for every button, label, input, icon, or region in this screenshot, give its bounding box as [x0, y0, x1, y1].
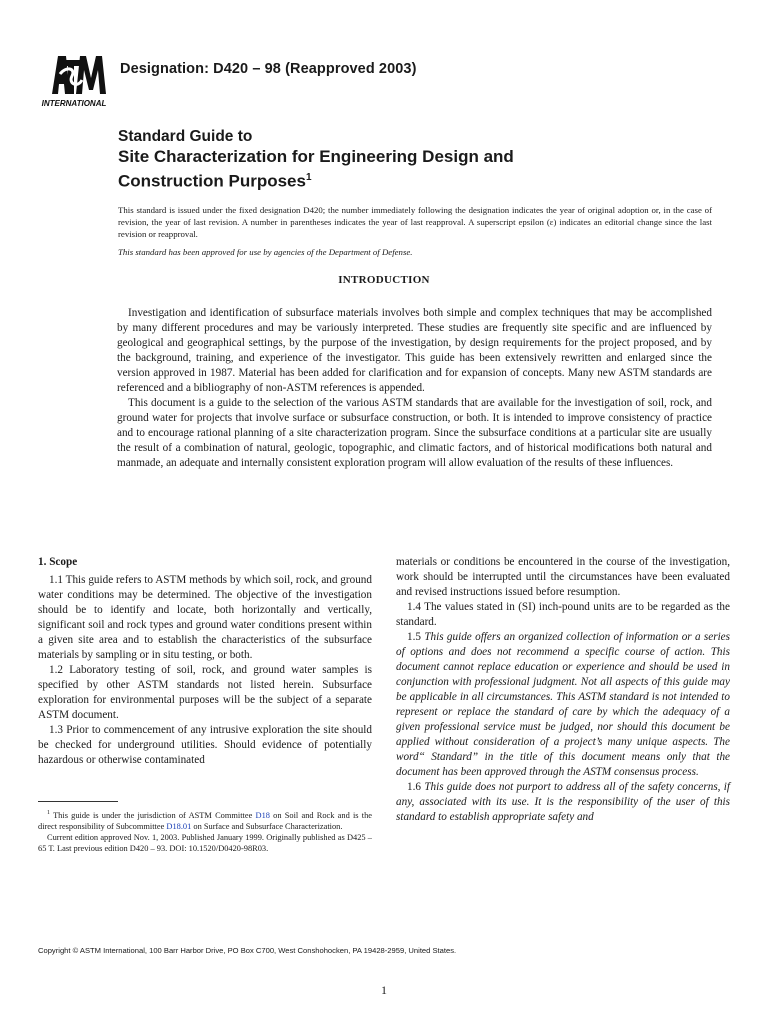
- footnote-edition: Current edition approved Nov. 1, 2003. Published January 1999. Originally published as D425 – 65 T. Last previous edition D420 – 93. DOI: 10.1520/D0420-98R03.: [38, 832, 372, 853]
- copyright-line: Copyright © ASTM International, 100 Barr Harbor Drive, PO Box C700, West Conshohocken, PA 19428-2959, United States.: [38, 946, 457, 955]
- section-heading-scope: 1. Scope: [38, 556, 78, 568]
- paragraph-1-1: 1.1 This guide refers to ASTM methods by which soil, rock, and ground water conditions may be determined. The objective of the investigation should be to identify and locate, both horizontally and vertically, significant soil and rock types and ground water conditions present within a given site area and to establish the characteristics of the subsurface materials by sampling or in situ testing, or both.: [38, 574, 372, 661]
- astm-logo-mark-icon: [52, 56, 106, 94]
- issuance-note: This standard is issued under the fixed designation D420; the number immediately following the designation indicates the year of original adoption or, in the case of revision, the year of last revision. A number in parentheses indicates the year of last reapproval. A superscript epsilon (ε) indicates an editorial change since the last revision or reapproval.: [118, 205, 712, 239]
- title-line-1: Standard Guide to: [118, 128, 253, 145]
- page-number: 1: [381, 983, 387, 997]
- footnote: [38, 808, 372, 854]
- paragraph-1-3: 1.3 Prior to commencement of any intrusive exploration the site should be checked for underground utilities. Should evidence of potentially hazardous or otherwise contaminated: [38, 724, 372, 766]
- approval-note: This standard has been approved for use by agencies of the Department of Defense.: [118, 247, 413, 257]
- title-line-3: Construction Purposes$^1$: [118, 171, 312, 191]
- introduction-heading: INTRODUCTION: [338, 274, 430, 286]
- paragraph-1-6: 1.6 This guide does not purport to address all of the safety concerns, if any, associated with its use. It is the responsibility of the user of this standard to establish appropriate safety and: [396, 781, 730, 823]
- committee-link[interactable]: D18: [255, 810, 270, 820]
- right-column: [396, 555, 730, 825]
- intro-paragraph-1: Investigation and identification of subsurface materials involves both simple and complex techniques that may be accomplished by many different procedures and may be variously interpreted. These studies are frequently site specific and are influenced by geological and geographical settings, by the purpose of the investigation, by design requirements for the project proposed, and by the background, training, and experience of the investigator. This guide has been extensively rewritten and enlarged since the version approved in 1987. Material has been added for clarification and for expansion of concepts. Many new ASTM standards are referenced and a bibliography of non-ASTM references is appended.: [117, 307, 712, 394]
- designation: Designation: D420 – 98 (Reapproved 2003): [120, 61, 417, 77]
- paragraph-1-4: 1.4 The values stated in (SI) inch-pound units are to be regarded as the standard.: [396, 601, 730, 628]
- intro-paragraph-2: This document is a guide to the selection of the various ASTM standards that are available for the investigation of soil, rock, and ground water for projects that involve surface or subsurface construction, or both. It is intended to improve consistency of practice and to encourage rational planning of a site characterization program. Since the subsurface conditions at a particular site are usually the result of a combination of natural, geologic, topographic, and climatic factors, and of historical modifications both natural and manmade, an adequate and internally consistent exploration program will allow evaluation of the results of these influences.: [117, 397, 712, 469]
- introduction-body: [117, 306, 712, 471]
- left-column: [38, 555, 372, 768]
- document-title: [118, 127, 514, 192]
- footnote-divider: [38, 801, 118, 802]
- paragraph-1-3-continued: materials or conditions be encountered in the course of the investigation, work should be interrupted until the circumstances have been evaluated and revised instructions issued before resumption.: [396, 556, 730, 598]
- paragraph-1-2: 1.2 Laboratory testing of soil, rock, and ground water samples is specified by other ASTM standards not listed herein. Subsurface exploration for environmental purposes will be the subject of a separate ASTM document.: [38, 664, 372, 721]
- logo-subtext: INTERNATIONAL: [41, 99, 107, 108]
- paragraph-1-5: 1.5 This guide offers an organized collection of information or a series of options and does not recommend a specific course of action. This document cannot replace education or experience and should be used in conjunction with professional judgment. Not all aspects of this guide may be applicable in all circumstances. This ASTM standard is not intended to represent or replace the standard of care by which the adequacy of a given professional service must be judged, nor should this document be applied without consideration of a project’s many unique aspects. The word“ Standard” in the title of this document means only that the document has been approved through the ASTM consensus process.: [396, 631, 730, 778]
- title-footnote-mark[interactable]: 1: [305, 172, 312, 183]
- astm-logo: [36, 44, 112, 110]
- subcommittee-link[interactable]: D18.01: [166, 821, 192, 831]
- title-line-2: Site Characterization for Engineering Design and: [118, 147, 514, 166]
- footnote-jurisdiction: $^1$ This guide is under the jurisdiction of ASTM Committee D18 on Soil and Rock and is the direct responsibility of Subcommittee D18.01 on Surface and Subsurface Characterization.: [38, 810, 373, 831]
